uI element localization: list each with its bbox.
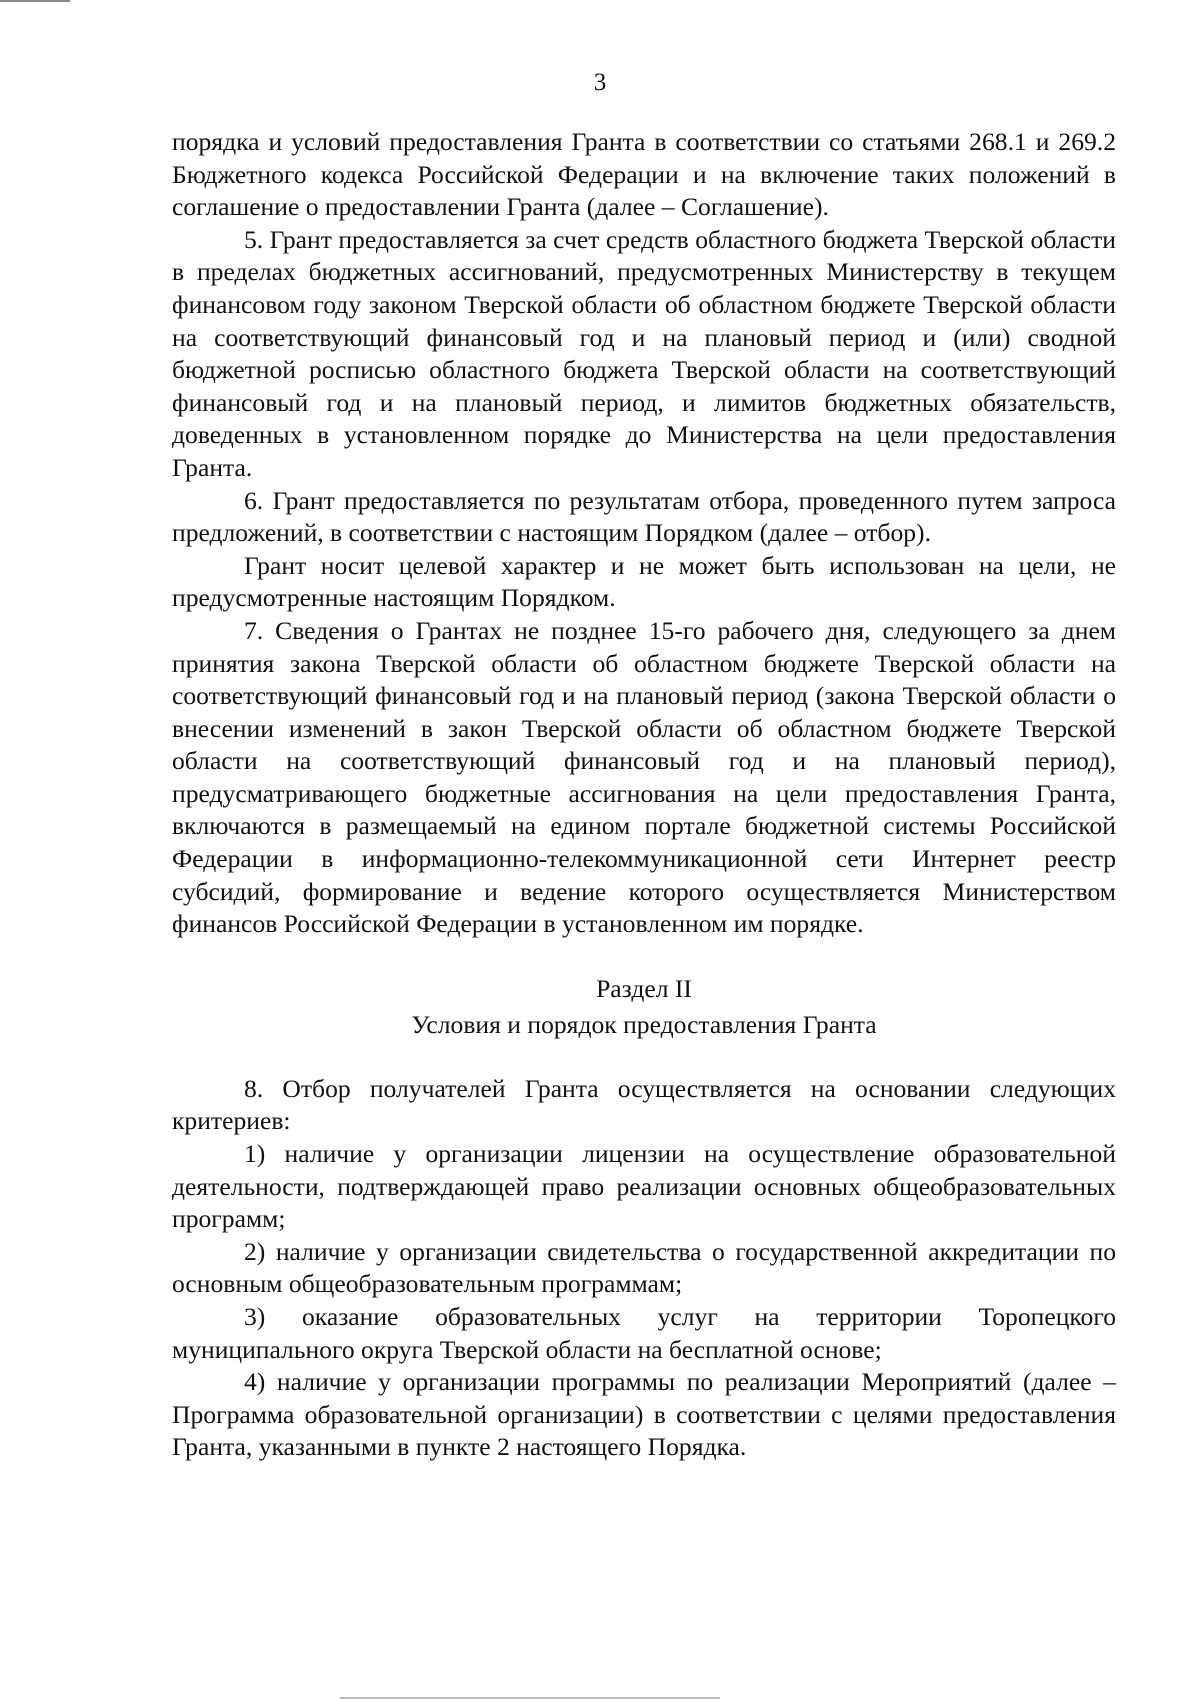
section-title: Условия и порядок предоставления Гранта bbox=[411, 1009, 877, 1039]
paragraph-item-5: 5. Грант предоставляется за счет средств областного бюджета Тверской области в пределах бюджетных ассигнований, предусмотренных Министерству в текущем финансовом году законом Тверской области об областном бюджете Тверской области на соответствующий финансовый год и на плановый период и (или) сводной бюджетной росписью областного бюджета Тверской области на соответствующий финансовый год и на плановый период, и лимитов бюджетных обязательств, доведенных в установленном порядке до Министерства на цели предоставления Гранта. bbox=[172, 224, 1116, 482]
document-body bbox=[172, 126, 1116, 1464]
paragraph-item-8: 8. Отбор получателей Гранта осуществляется на основании следующих критериев: bbox=[172, 1073, 1116, 1136]
page-number: 3 bbox=[593, 69, 607, 96]
section-heading bbox=[172, 971, 1116, 1043]
criterion-2: 2) наличие у организации свидетельства о государственной аккредитации по основным общеобразовательным программам; bbox=[172, 1236, 1116, 1299]
paragraph: порядка и условий предоставления Гранта в соответствии со статьями 268.1 и 269.2 Бюджетного кодекса Российской Федерации и на включение таких положений в соглашение о предоставлении Гранта (далее – Соглашение). bbox=[172, 127, 1116, 222]
paragraph-item-6: 6. Грант предоставляется по результатам отбора, проведенного путем запроса предложений, в соответствии с настоящим Порядком (далее – отбор). bbox=[172, 485, 1116, 548]
paragraph: Грант носит целевой характер и не может быть использован на цели, не предусмотренные настоящим Порядком. bbox=[172, 550, 1116, 613]
paragraph-item-7: 7. Сведения о Грантах не позднее 15-го рабочего дня, следующего за днем принятия закона Тверской области об областном бюджете Тверской области на соответствующий финансовый год и на плановый период (закона Тверской области о внесении изменений в закон Тверской области об областном бюджете Тверской области на соответствующий финансовый год и на плановый период), предусматривающего бюджетные ассигнования на цели предоставления Гранта, включаются в размещаемый на едином портале бюджетной системы Российской Федерации в информационно-телекоммуникационной сети Интернет реестр субсидий, формирование и ведение которого осуществляется Министерством финансов Российской Федерации в установленном им порядке. bbox=[172, 615, 1116, 939]
criterion-1: 1) наличие у организации лицензии на осуществление образовательной деятельности, подтверждающей право реализации основных общеобразовательных программ; bbox=[172, 1139, 1116, 1234]
scan-edge-mark bbox=[0, 0, 70, 2]
section-label: Раздел II bbox=[596, 973, 692, 1003]
criterion-4: 4) наличие у организации программы по реализации Мероприятий (далее – Программа образовательной организации) в соответствии с целями предоставления Гранта, указанными в пункте 2 настоящего Порядка. bbox=[172, 1367, 1116, 1462]
scan-edge-mark bbox=[340, 1697, 720, 1699]
criterion-3: 3) оказание образовательных услуг на территории Торопецкого муниципального округа Тверской области на бесплатной основе; bbox=[172, 1302, 1116, 1364]
